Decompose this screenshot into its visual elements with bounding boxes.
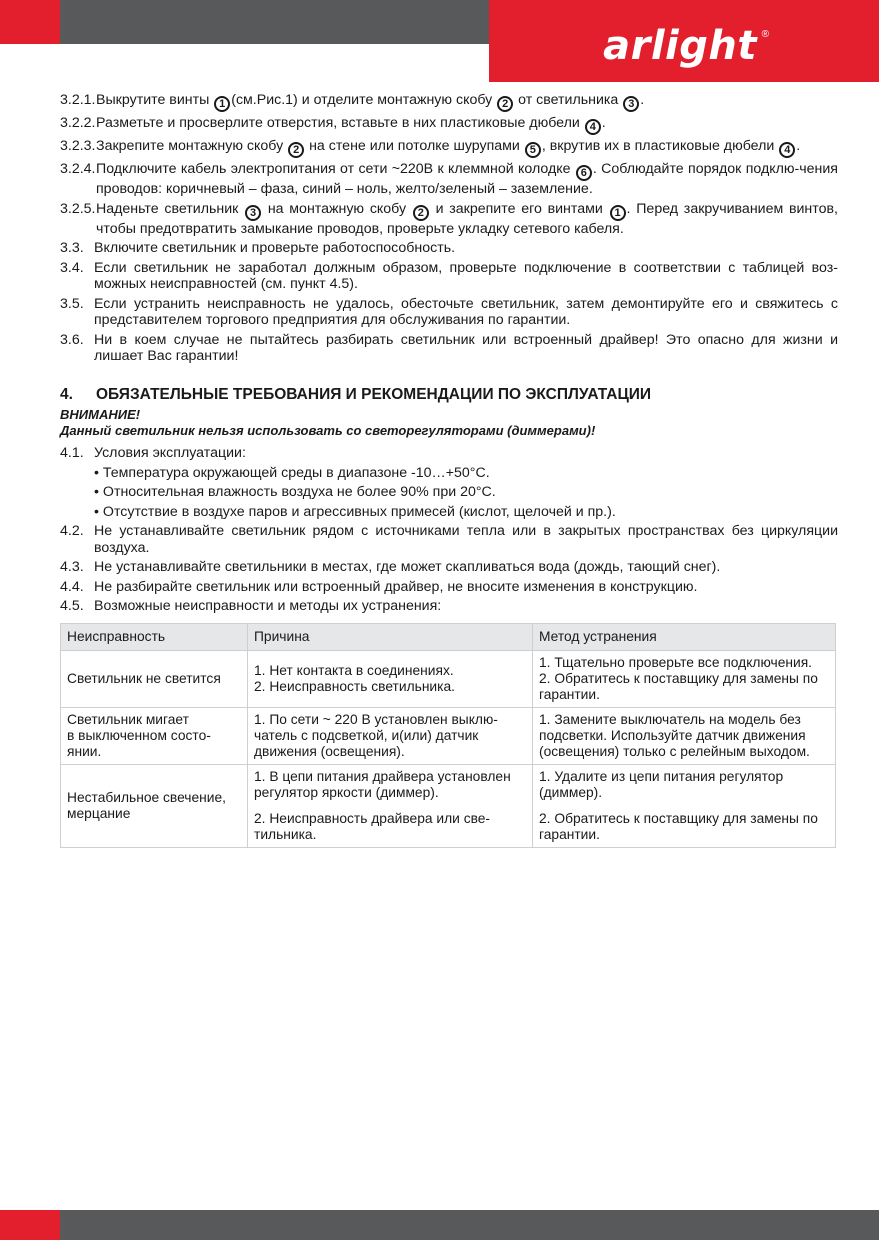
table-body [61,650,836,847]
step-text-part: , вкрутив их в пластиковые дюбели [541,138,779,154]
fix-text: 2. Обратитесь к поставщику для замены по гарантии. [539,810,818,842]
fix-text: 1. Удалите из цепи питания регулятор (диммер). [539,768,784,800]
requirement-item [60,559,838,576]
item-number: 4.5. [60,598,84,614]
install-step [60,161,838,198]
fix-cell [533,707,836,764]
step-text: Включите светильник и проверьте работоспособность. [94,240,456,256]
requirement-item [60,579,838,596]
bullet-vapors: • Отсутствие в воздухе паров и агрессивных примесей (кислот, щелочей и пр.). [94,503,616,520]
col-cause: Причина [248,623,533,650]
table-header-row [61,623,836,650]
step-text-part: . [796,138,801,154]
step-text-part: Выкрутите винты [96,92,214,108]
install-step [60,201,838,238]
warning-text: Данный светильник нельзя использовать со светорегуляторами (диммерами)! [60,423,596,438]
table-row [61,650,836,707]
step-text [96,161,838,198]
cause-cell [248,707,533,764]
step-number: 3.2.5. [60,200,96,217]
install-step [60,138,838,158]
step-number: 3.2.4. [60,161,96,177]
fault-text: Нестабильное свечение, мерцание [67,789,227,821]
fault-text: Светильник мигает в выключенном состо- янии. [67,711,211,759]
step-text-part: Наденьте светильник [96,200,245,217]
step-text-part: . Соблюдайте порядок подклю-чения проводов: коричневый – фаза, синий – ноль, желто/зеленый – заземление. [96,161,838,197]
part-number-marker: 3 [245,205,261,221]
footer-accent [0,1210,60,1240]
cause-text: 1. В цепи питания драйвера установлен регулятор яркости (диммер). [254,768,511,800]
fault-cell [61,650,248,707]
step-number: 3.2.1. [60,92,96,108]
step-text-part: на монтажную скобу [262,200,412,217]
step-text-part: Закрепите монтажную скобу [96,138,288,154]
step-text-part: от светильника [514,92,623,108]
requirement-item [60,523,838,556]
step-text-part: на стене или потолке шурупами [305,138,524,154]
step-text-part: . [640,92,645,108]
step-number: 3.6. [60,331,84,348]
cause-cell [248,650,533,707]
check-step [60,240,838,257]
item-text: Не устанавливайте светильники в местах, где может скапливаться вода (дождь, тающий снег). [94,559,721,575]
step-text [96,92,838,112]
step-number: 3.2.2. [60,115,96,131]
check-step [60,260,838,293]
part-number-marker: 5 [525,142,541,158]
requirement-item [60,598,838,615]
bullet-humidity: • Относительная влажность воздуха не более 90% при 20°С. [94,484,496,500]
step-text-part: . Перед закручиванием винтов, чтобы предотвратить замыкание проводов, проверьте укладку сетевого кабеля. [96,200,838,237]
item-text: Возможные неисправности и методы их устранения: [94,598,442,614]
section-4-title: 4. ОБЯЗАТЕЛЬНЫЕ ТРЕБОВАНИЯ И РЕКОМЕНДАЦИИ ПО ЭКСПЛУАТАЦИИ [60,385,652,403]
fault-cell [61,764,248,847]
table-row [61,764,836,847]
step-number: 3.5. [60,295,84,312]
item-text: Не устанавливайте светильник рядом с источниками тепла или в закрытых пространствах без циркуляции воздуха. [94,523,838,556]
part-number-marker: 1 [610,205,626,221]
header-accent [0,0,60,44]
part-number-marker: 4 [585,119,601,135]
part-number-marker: 6 [576,165,592,181]
check-step [60,332,838,365]
part-number-marker: 2 [497,96,513,112]
col-fault: Неисправность [61,623,248,650]
cause-text: 1. По сети ~ 220 В установлен выклю- чатель с подсветкой, и(или) датчик движения (освещения). [254,711,498,759]
step-text: Если устранить неисправность не удалось, обесточьте светильник, затем демонтируйте его и свяжитесь с представителем торгового предприятия для обслуживания по гарантии. [94,295,838,328]
fix-text: 1. Замените выключатель на модель без подсветки. Используйте датчик движения (освещения) только с релейным выходом. [539,711,810,759]
install-steps [60,92,838,237]
item-text: Не разбирайте светильник или встроенный драйвер, не вносите изменения в конструкцию. [94,578,698,595]
step-text-part: Подключите кабель электропитания от сети ~220В к клеммной колодке [96,161,575,177]
col-fix: Метод устранения [533,623,836,650]
cause-text: 1. Нет контакта в соединениях. 2. Неисправность светильника. [254,662,455,694]
step-text [96,115,838,135]
part-number-marker: 4 [779,142,795,158]
step-text [96,138,838,158]
part-number-marker: 3 [623,96,639,112]
brand-reg-mark: ® [761,29,769,40]
item-number: 4.2. [60,523,84,539]
brand-logo-box [489,0,879,82]
part-number-marker: 2 [413,205,429,221]
fix-text: 1. Тщательно проверьте все подключения. 2. Обратитесь к поставщику для замены по гарантии. [539,654,818,702]
troubleshooting-table [60,623,836,848]
step-text-part: и закрепите его винтами [429,200,609,217]
document-body [60,92,838,848]
footer-band [0,1210,879,1240]
item-number: 4.4. [60,578,84,595]
part-number-marker: 2 [288,142,304,158]
step-text [96,201,838,238]
step-text: Если светильник не заработал должным образом, проверьте подключение в соответствии с таблицей воз-можных неисправностей (см. пункт 4.5). [94,259,838,292]
part-number-marker: 1 [214,96,230,112]
step-text-part: (см.Рис.1) и отделите монтажную скобу [231,92,497,108]
step-text: Ни в коем случае не пытайтесь разбирать светильник или встроенный драйвер! Это опасно для жизни и лишает Вас гарантии! [94,331,838,364]
warning-heading: ВНИМАНИЕ! [60,407,141,422]
table-row [61,707,836,764]
install-step [60,115,838,135]
check-step [60,296,838,329]
fault-text: Светильник не светится [67,670,221,686]
cause-text: 2. Неисправность драйвера или све- тильника. [254,810,491,842]
cause-cell [248,764,533,847]
fault-cell [61,707,248,764]
bullet-temperature: • Температура окружающей среды в диапазоне -10…+50°С. [94,464,490,481]
step-text-part: Разметьте и просверлите отверстия, вставьте в них пластиковые дюбели [96,115,584,131]
step-text-part: . [601,115,606,131]
check-steps [60,240,838,365]
brand-logo: arlight [603,23,757,69]
step-number: 3.4. [60,259,84,276]
fix-cell [533,764,836,847]
item-number: 4.3. [60,559,84,575]
step-number: 3.2.3. [60,138,96,154]
step-number: 3.3. [60,240,84,256]
section-4-items [60,523,838,615]
item-4-1: 4.1. Условия эксплуатации: [60,445,246,461]
install-step [60,92,838,112]
fix-cell [533,650,836,707]
